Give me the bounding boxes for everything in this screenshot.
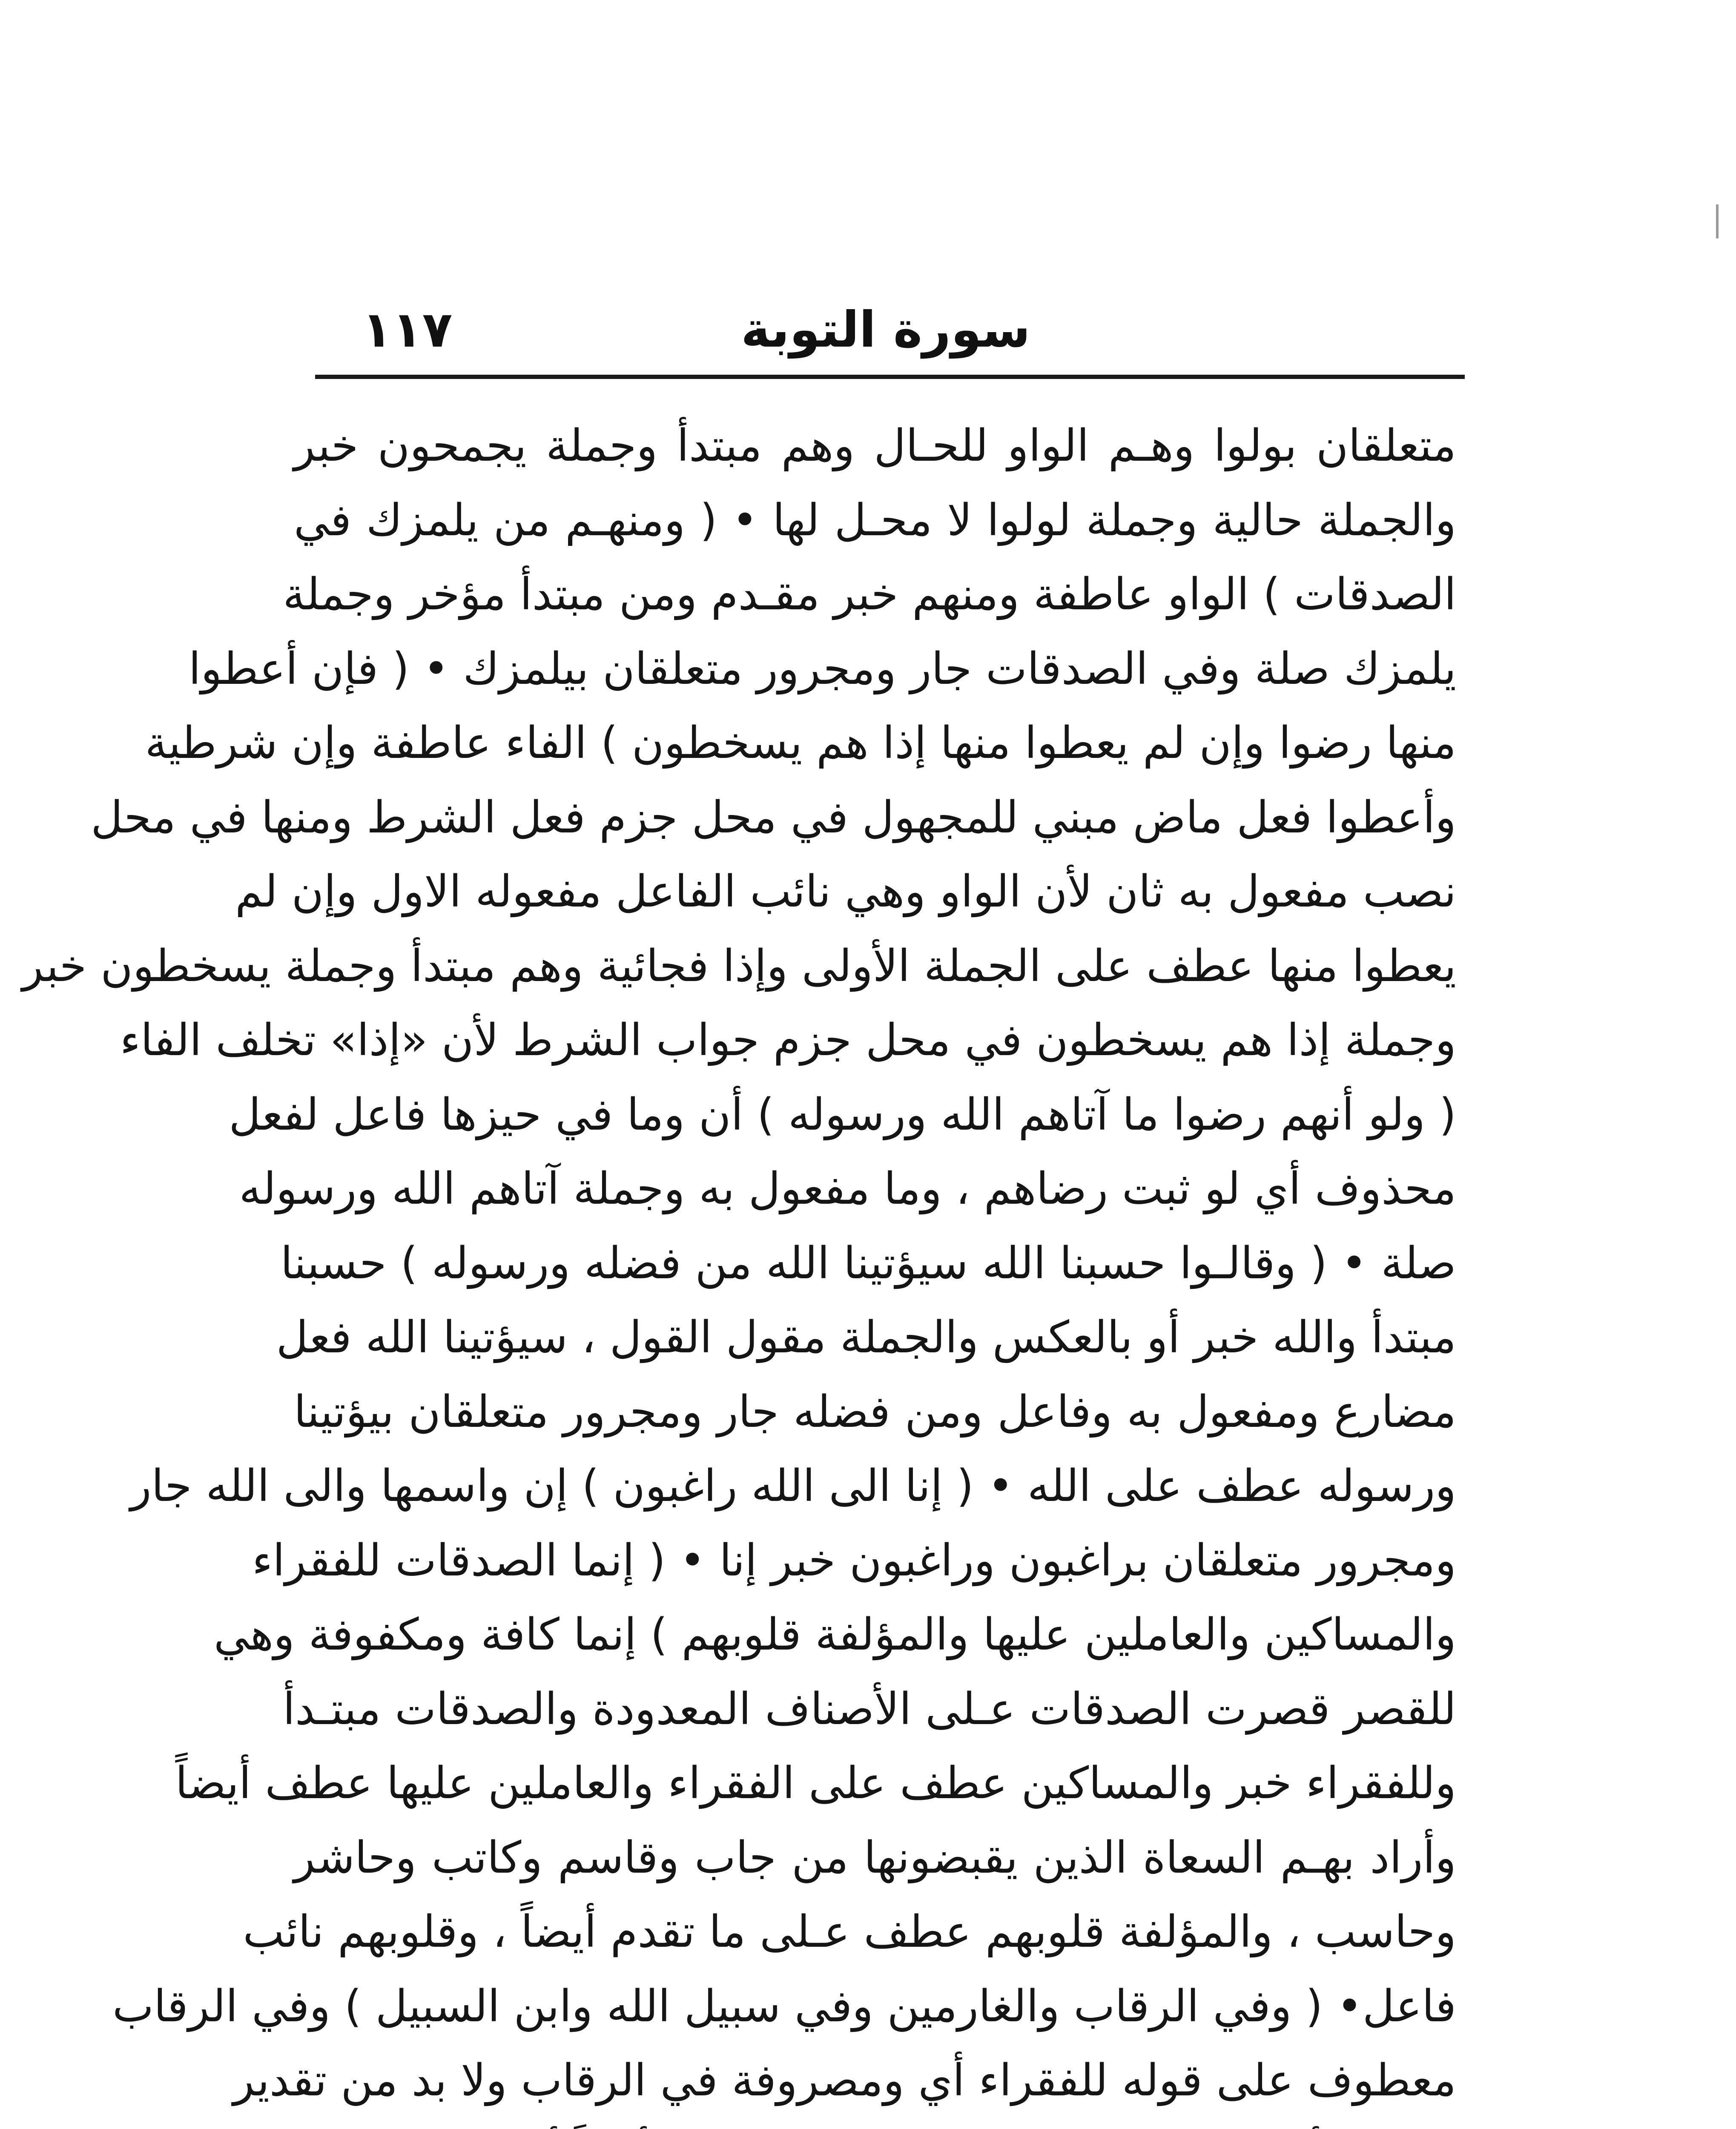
- text-line: وأراد بهـم السعاة الذين يقبضونها من جاب وقاسم وكاتب وحاشر: [294, 1832, 1456, 1883]
- text-line: ومجرور متعلقان براغبون وراغبون خبر إنا • ( إنما الصدقات للفقراء: [252, 1535, 1456, 1586]
- text-line: مضارع ومفعول به وفاعل ومن فضله جار ومجرور متعلقان بيؤتينا: [294, 1386, 1456, 1438]
- text-line: نصب مفعول به ثان لأن الواو وهي نائب الفاعل مفعوله الاول وإن لم: [235, 866, 1456, 917]
- text-line: وجملة إذا هم يسخطون في محل جزم جواب الشرط لأن «إذا» تخلف الفاء: [120, 1015, 1456, 1066]
- text-line: ورسوله عطف على الله • ( إنا الى الله راغبون ) إن واسمها والى الله جار: [130, 1460, 1456, 1512]
- text-line: معطوف على قوله للفقراء أي ومصروفة في الرقاب ولا بد من تقدير: [233, 2055, 1456, 2106]
- text-line: صلة • ( وقالـوا حسبنا الله سيؤتينا الله من فضله ورسوله ) حسبنا: [280, 1237, 1456, 1289]
- surah-title: سورة التوبة: [741, 301, 1030, 359]
- header-divider: [315, 375, 1465, 379]
- text-line: ( ولو أنهم رضوا ما آتاهم الله ورسوله ) أن وما في حيزها فاعل لفعل: [229, 1089, 1456, 1140]
- text-line: الصدقات ) الواو عاطفة ومنهم خبر مقـدم ومن مبتدأ مؤخر وجملة: [283, 569, 1456, 620]
- text-line: للقصر قصرت الصدقات عـلى الأصناف المعدودة والصدقات مبتـدأ: [283, 1683, 1456, 1735]
- text-line: والجملة حالية وجملة لولوا لا محـل لها • ( ومنهـم من يلمزك في: [294, 494, 1456, 546]
- text-line: والمساكين والعاملين عليها والمؤلفة قلوبهم ) إنما كافة ومكفوفة وهي: [214, 1609, 1456, 1660]
- page-number: ١١٧: [362, 301, 453, 359]
- text-line: وللفقراء خبر والمساكين عطف على الفقراء والعاملين عليها عطف أيضاً: [175, 1758, 1456, 1809]
- text-line: مبتدأ والله خبر أو بالعكس والجملة مقول القول ، سيؤتينا الله فعل: [276, 1312, 1456, 1363]
- text-line: متعلقان بولوا وهـم الواو للحـال وهم مبتدأ وجملة يجمحون خبر: [294, 420, 1456, 471]
- text-line: وحاسب ، والمؤلفة قلوبهم عطف عـلى ما تقدم أيضاً ، وقلوبهم نائب: [243, 1906, 1456, 1957]
- text-line: يعطوا منها عطف على الجملة الأولى وإذا فجائية وهم مبتدأ وجملة يسخطون خبر: [22, 940, 1456, 992]
- body-text: [22, 409, 1456, 2129]
- page-header: [315, 290, 1456, 375]
- text-line: منها رضوا وإن لم يعطوا منها إذا هم يسخطون ) الفاء عاطفة وإن شرطية: [145, 717, 1456, 769]
- margin-mark: [1716, 204, 1719, 238]
- text-line: وأعطوا فعل ماض مبني للمجهول في محل جزم فعل الشرط ومنها في محل: [91, 792, 1456, 843]
- text-line: فاعل• ( وفي الرقاب والغارمين وفي سبيل الله وابن السبيل ) وفي الرقاب: [112, 1980, 1456, 2032]
- text-line: محذوف أي لو ثبت رضاهم ، وما مفعول به وجملة آتاهم الله ورسوله: [239, 1163, 1456, 1214]
- text-line: [294, 2118, 1456, 2129]
- text-line: يلمزك صلة وفي الصدقات جار ومجرور متعلقان بيلمزك • ( فإن أعطوا: [188, 643, 1456, 694]
